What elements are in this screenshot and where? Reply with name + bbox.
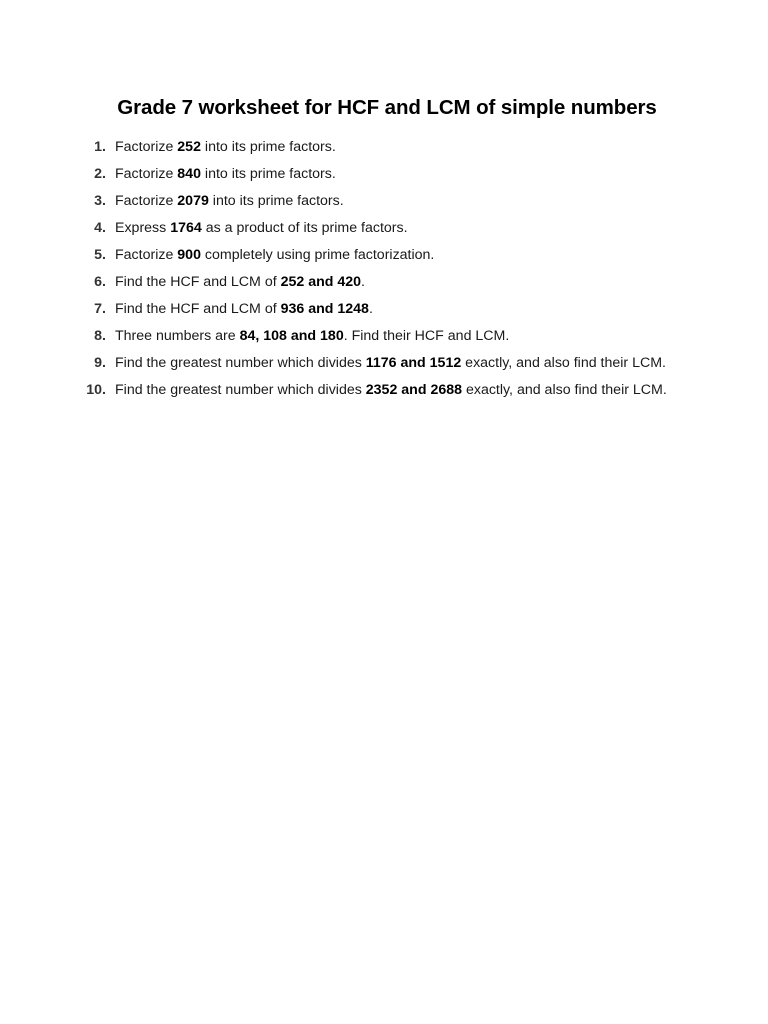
question-text [115, 220, 408, 236]
question-text [115, 139, 336, 155]
question-text [115, 274, 365, 290]
question-text-segment: Find the greatest number which divides [115, 382, 366, 398]
question-number-value: 1764 [170, 220, 202, 236]
question-text-segment: into its prime factors. [208, 193, 344, 209]
question-text [115, 247, 434, 263]
question-text-segment: Find the HCF and LCM of [115, 301, 281, 317]
question-text [115, 166, 336, 182]
worksheet-title: Grade 7 worksheet for HCF and LCM of simple numbers [117, 96, 657, 119]
question-text [115, 355, 666, 371]
question-text-segment: Factorize [115, 247, 178, 263]
question-text [115, 301, 373, 317]
question-text-segment: . [368, 301, 373, 317]
question-item [0, 188, 768, 215]
question-number: 2. [94, 166, 106, 182]
question-item [0, 296, 768, 323]
question-text-segment: Factorize [115, 193, 178, 209]
question-text-segment: Three numbers are [115, 328, 240, 344]
question-number: 6. [94, 274, 106, 290]
question-number: 8. [94, 328, 106, 344]
question-number-value: 2079 [177, 193, 209, 209]
question-number-value: 2352 and 2688 [365, 382, 463, 398]
question-number: 10. [86, 382, 106, 398]
question-text-segment: exactly, and also find their LCM. [462, 382, 667, 398]
question-item [0, 269, 768, 296]
question-number-value: 840 [177, 166, 201, 182]
question-text-segment: completely using prime factorization. [200, 247, 435, 263]
question-number: 3. [94, 193, 106, 209]
question-text-segment: Find the HCF and LCM of [115, 274, 281, 290]
question-number: 1. [94, 139, 106, 155]
question-number: 5. [94, 247, 106, 263]
question-text [115, 382, 667, 398]
question-number-value: 1176 and 1512 [365, 355, 462, 371]
question-item [0, 215, 768, 242]
question-text-segment: Find the greatest number which divides [115, 355, 366, 371]
question-item [0, 161, 768, 188]
question-text-segment: Express [115, 220, 171, 236]
question-item [0, 323, 768, 350]
question-text [115, 193, 344, 209]
question-number-value: 84, 108 and 180 [239, 328, 344, 344]
question-number-value: 900 [177, 247, 201, 263]
question-number-value: 252 and 420 [280, 274, 362, 290]
question-text-segment: . Find their HCF and LCM. [343, 328, 510, 344]
question-number-value: 252 [177, 139, 201, 155]
question-text-segment: exactly, and also find their LCM. [461, 355, 666, 371]
question-item [0, 134, 768, 161]
question-item [0, 350, 768, 377]
question-list [0, 134, 768, 404]
question-item [0, 242, 768, 269]
question-text-segment: . [361, 274, 365, 290]
question-text [115, 328, 509, 344]
question-number-value: 936 and 1248 [280, 301, 369, 317]
question-number: 9. [94, 355, 106, 371]
question-text-segment: into its prime factors. [200, 139, 336, 155]
question-number: 7. [94, 301, 106, 317]
question-text-segment: Factorize [115, 166, 178, 182]
question-number: 4. [94, 220, 106, 236]
question-text-segment: into its prime factors. [200, 166, 336, 182]
question-text-segment: as a product of its prime factors. [201, 220, 408, 236]
question-item [0, 377, 768, 404]
question-text-segment: Factorize [115, 139, 178, 155]
